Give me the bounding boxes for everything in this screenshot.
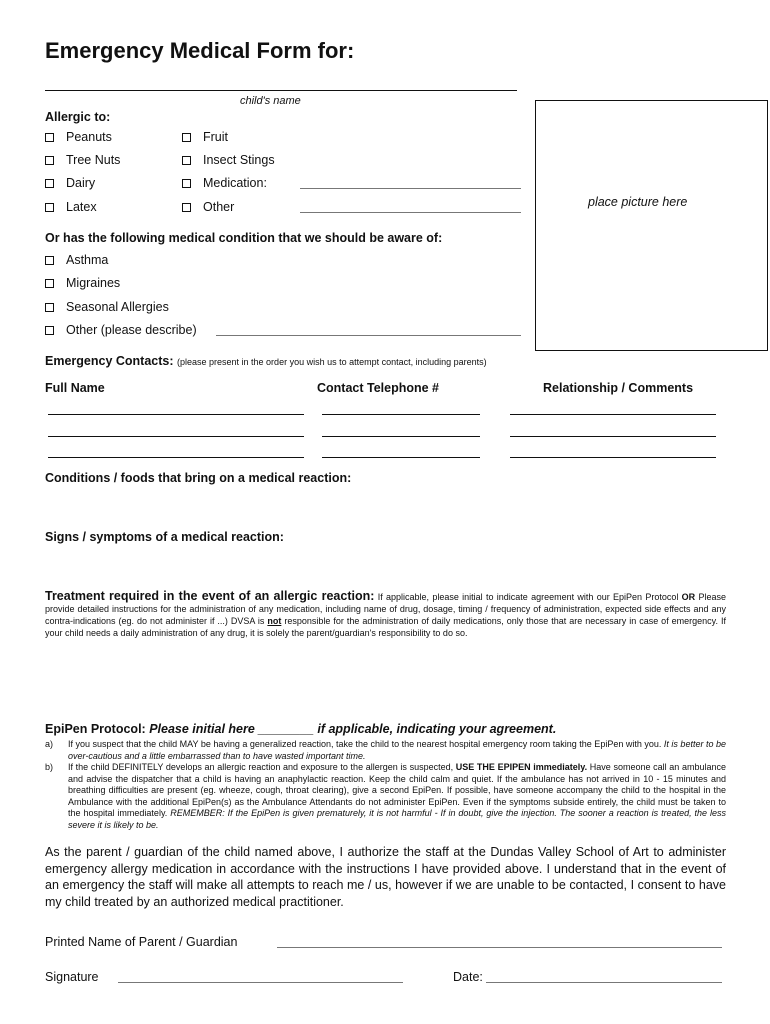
contacts-note: (please present in the order you wish us to attempt contact, including parents) bbox=[177, 357, 487, 367]
step-b-text-2: Have someone call an ambulance and advise the dispatcher that a child is having an anaphylactic reaction. Keep the child calm and quiet. If the ambulance has not arrived in 10 - 15 minutes and breathing difficulties are present (eg. wheeze, cough, throat clearing), give a second EpiPen. If possible, have someone accompany the child to the hospital in the Ambulance with the additional EpiPen(s) as the Ambulance Attendants do not administer EpiPen. Even if the symptoms subside entirely, the child must be taken to the hospital immediately. bbox=[68, 762, 726, 818]
checkbox-icon[interactable] bbox=[45, 156, 54, 165]
contacts-heading-row bbox=[45, 354, 487, 368]
checkbox-icon[interactable] bbox=[45, 326, 54, 335]
child-name-label: child's name bbox=[240, 95, 301, 107]
col-full-name: Full Name bbox=[45, 381, 105, 395]
checkbox-icon[interactable] bbox=[182, 133, 191, 142]
signature-line[interactable] bbox=[118, 982, 403, 983]
checkbox-dairy[interactable]: Dairy bbox=[45, 176, 95, 190]
checkbox-tree-nuts[interactable]: Tree Nuts bbox=[45, 153, 120, 167]
printed-name-label: Printed Name of Parent / Guardian bbox=[45, 935, 238, 949]
form-title: Emergency Medical Form for: bbox=[45, 38, 355, 63]
checkbox-icon[interactable] bbox=[45, 179, 54, 188]
conditions-heading: Or has the following medical condition that we should be aware of: bbox=[45, 231, 443, 245]
step-marker: b) bbox=[45, 762, 54, 772]
contact-3-name-line[interactable] bbox=[48, 457, 304, 458]
contact-2-phone-line[interactable] bbox=[322, 436, 480, 437]
contact-1-name-line[interactable] bbox=[48, 414, 304, 415]
checkbox-latex[interactable]: Latex bbox=[45, 200, 97, 214]
checkbox-seasonal-allergies[interactable]: Seasonal Allergies bbox=[45, 300, 169, 314]
epipen-step-b bbox=[45, 762, 726, 831]
treatment-heading: Treatment required in the event of an allergic reaction: bbox=[45, 589, 375, 603]
checkbox-icon[interactable] bbox=[45, 256, 54, 265]
checkbox-icon[interactable] bbox=[182, 156, 191, 165]
checkbox-other-allergy[interactable]: Other bbox=[182, 200, 234, 214]
child-name-field[interactable] bbox=[45, 90, 517, 91]
checkbox-migraines[interactable]: Migraines bbox=[45, 276, 120, 290]
step-b-text-1: If the child DEFINITELY develops an allergic reaction and exposure to the allergen is suspected, bbox=[68, 762, 454, 772]
treatment-not: not bbox=[267, 616, 282, 626]
treatment-lead: If applicable, please initial to indicate agreement with our EpiPen Protocol bbox=[374, 592, 682, 602]
checkbox-icon[interactable] bbox=[45, 133, 54, 142]
checkbox-icon[interactable] bbox=[45, 203, 54, 212]
epipen-step-a bbox=[45, 739, 726, 762]
other-allergy-input-line[interactable] bbox=[300, 212, 521, 213]
epipen-heading: EpiPen Protocol: bbox=[45, 722, 146, 736]
other-condition-input-line[interactable] bbox=[216, 335, 521, 336]
checkbox-medication[interactable]: Medication: bbox=[182, 176, 267, 190]
epipen-initial-field[interactable]: Please initial here ________ if applicable, indicating your agreement. bbox=[149, 722, 557, 736]
consent-paragraph: As the parent / guardian of the child named above, I authorize the staff at the Dundas Valley School of Art to administer emergency allergy medication in accordance with the instructions I have provided above. I understand that in the event of an emergency the staff will make all attempts to reach me / us, however if we are unable to be contacted, I consent to have my child treated by an authorized medical practitioner. bbox=[45, 845, 726, 909]
treatment-or: OR bbox=[681, 592, 696, 602]
step-b-bold: USE THE EPIPEN immediately. bbox=[453, 762, 588, 772]
contact-1-phone-line[interactable] bbox=[322, 414, 480, 415]
checkbox-insect-stings[interactable]: Insect Stings bbox=[182, 153, 275, 167]
date-label: Date: bbox=[453, 970, 483, 984]
triggers-heading: Conditions / foods that bring on a medical reaction: bbox=[45, 471, 352, 485]
checkbox-icon[interactable] bbox=[45, 303, 54, 312]
col-contact-telephone: Contact Telephone # bbox=[317, 381, 440, 395]
photo-placeholder-label: place picture here bbox=[588, 195, 688, 209]
col-relationship: Relationship / Comments bbox=[543, 381, 694, 395]
signature-label: Signature bbox=[45, 970, 99, 984]
checkbox-icon[interactable] bbox=[182, 179, 191, 188]
checkbox-peanuts[interactable]: Peanuts bbox=[45, 130, 112, 144]
step-a-italic: It is better to be over-cautious and a little embarrassed than to have wasted important time. bbox=[68, 739, 726, 761]
contact-3-phone-line[interactable] bbox=[322, 457, 480, 458]
treatment-text-2: responsible for the administration of daily medications, only those that are necessary in case of emergency. If your child needs a daily administration of any drug, it is solely the parent/guardian's responsibility to do so. bbox=[45, 616, 726, 638]
symptoms-heading: Signs / symptoms of a medical reaction: bbox=[45, 530, 284, 544]
checkbox-other-condition[interactable]: Other (please describe) bbox=[45, 323, 197, 337]
step-b-italic: REMEMBER: If the EpiPen is given prematurely, it is not harmful - If in doubt, give the injection. The sooner a reaction is treated, the less severe it is likely to be. bbox=[68, 808, 726, 830]
contact-3-relationship-line[interactable] bbox=[510, 457, 716, 458]
contact-1-relationship-line[interactable] bbox=[510, 414, 716, 415]
step-marker: a) bbox=[45, 739, 54, 749]
treatment-section bbox=[45, 590, 726, 639]
checkbox-asthma[interactable]: Asthma bbox=[45, 253, 108, 267]
medication-input-line[interactable] bbox=[300, 188, 521, 189]
step-a-text: If you suspect that the child MAY be having a generalized reaction, take the child to the nearest hospital emergency room taking the EpiPen with you. bbox=[68, 739, 662, 749]
checkbox-fruit[interactable]: Fruit bbox=[182, 130, 228, 144]
epipen-heading-row bbox=[45, 722, 556, 736]
printed-name-line[interactable] bbox=[277, 947, 722, 948]
date-line[interactable] bbox=[486, 982, 722, 983]
contact-2-name-line[interactable] bbox=[48, 436, 304, 437]
contacts-heading: Emergency Contacts: bbox=[45, 354, 174, 368]
treatment-text-1: Please provide detailed instructions for the administration of any medication, including name of drug, dosage, timing / frequency of administration, expected side effects and any contra-indications (eg. do not administer if ...) DVSA is bbox=[45, 592, 726, 626]
contact-2-relationship-line[interactable] bbox=[510, 436, 716, 437]
photo-box[interactable] bbox=[535, 100, 768, 351]
checkbox-icon[interactable] bbox=[45, 279, 54, 288]
checkbox-icon[interactable] bbox=[182, 203, 191, 212]
allergies-heading: Allergic to: bbox=[45, 110, 111, 124]
